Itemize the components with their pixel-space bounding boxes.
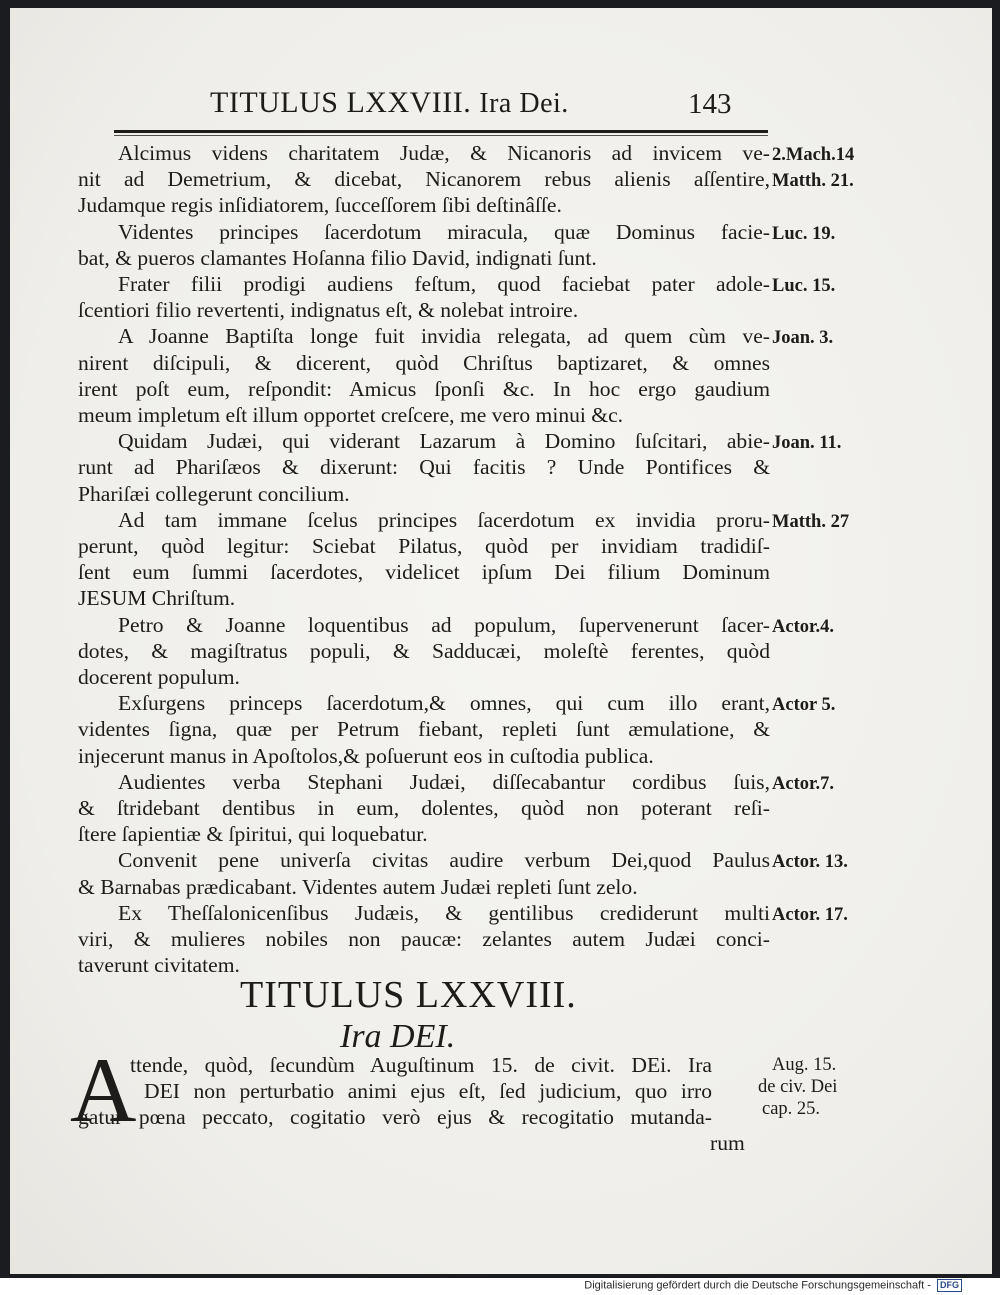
footer xyxy=(584,1279,962,1292)
margin-note: Actor 5. xyxy=(772,695,836,716)
text-line: Judamque regis inſidiatorem, ſucceſſorem ſibi deſtinâſſe. xyxy=(78,193,562,218)
running-head-title xyxy=(210,86,569,120)
drop-cap: A xyxy=(70,1039,137,1141)
text-line: taverunt civitatem. xyxy=(78,953,240,978)
section-text-line: ttende, quòd, ſecundùm Auguſtinum 15. de civit. DEi. Ira xyxy=(130,1053,712,1077)
text-line: Alcimus videns charitatem Judæ, & Nicanoris ad invicem ve- xyxy=(118,141,770,165)
text-line: nirent diſcipuli, & dicerent, quòd Chriſtus baptizaret, & omnes xyxy=(78,350,770,375)
margin-note: Joan. 3. xyxy=(772,328,834,349)
text-line: videntes ſigna, quæ per Petrum fiebant, repleti ſunt æmulatione, & xyxy=(78,717,770,742)
margin-note: Matth. 27 xyxy=(772,511,850,532)
footer-text: Digitalisierung gefördert durch die Deutsche Forschungsgemeinschaft - xyxy=(584,1279,931,1292)
section-text-line: rum xyxy=(710,1131,745,1155)
text-line: meum impletum eſt illum opportet creſcere, me vero minui &c. xyxy=(78,403,624,427)
head-rule-thin xyxy=(114,135,768,136)
text-line: Phariſæi collegerunt concilium. xyxy=(78,481,350,506)
section-text-line: gatur pœna peccato, cogitatio verò ejus & recogitatio mutanda- xyxy=(78,1105,712,1129)
text-line: injecerunt manus in Apoſtolos,& poſuerunt eos in cuſtodia publica. xyxy=(78,743,654,768)
text-line: Frater filii prodigi audiens feſtum, quod faciebat pater adole- xyxy=(118,272,770,296)
text-line: Ex Theſſalonicenſibus Judæis, & gentilibus crediderunt multi xyxy=(118,900,770,925)
margin-note: Actor.7. xyxy=(772,773,834,794)
text-line: A Joanne Baptiſta longe fuit invidia relegata, ad quem cùm ve- xyxy=(118,324,770,349)
text-line: Ad tam immane ſcelus principes ſacerdotum ex invidia proru- xyxy=(118,507,770,532)
margin-note: Actor. 17. xyxy=(772,904,848,925)
text-line: Videntes principes ſacerdotum miracula, quæ Dominus facie- xyxy=(118,219,770,244)
margin-note: Joan. 11. xyxy=(772,433,842,454)
text-line: dotes, & magiſtratus populi, & Sadducæi, moleſtè ferentes, quòd xyxy=(78,638,770,663)
text-line: Petro & Joanne loquentibus ad populum, ſupervenerunt ſacer- xyxy=(118,612,770,637)
text-line: nit ad Demetrium, & dicebat, Nicanorem rebus alienis aſſentire, xyxy=(78,167,770,192)
text-line: & ſtridebant dentibus in eum, dolentes, quòd non poterant reſi- xyxy=(78,796,770,820)
text-line: Convenit pene univerſa civitas audire verbum Dei,quod Paulus xyxy=(118,848,770,873)
margin-note: Matth. 21. xyxy=(772,171,854,192)
text-line: Exſurgens princeps ſacerdotum,& omnes, qui cum illo erant, xyxy=(118,691,770,716)
section-margin-note: de civ. Dei xyxy=(758,1077,838,1097)
text-line: bat, & pueros clamantes Hoſanna filio David, indignati ſunt. xyxy=(78,245,597,270)
margin-note: Actor. 13. xyxy=(772,852,848,873)
text-line: Quidam Judæi, qui viderant Lazarum à Domino ſuſcitari, abie- xyxy=(118,429,770,454)
section-margin-note: Aug. 15. xyxy=(772,1055,837,1075)
section-margin-note: cap. 25. xyxy=(762,1099,821,1119)
margin-note: Luc. 19. xyxy=(772,223,836,244)
text-line: runt ad Phariſæos & dixerunt: Qui facitis ? Unde Pontifices & xyxy=(78,455,770,480)
head-rule xyxy=(114,130,768,133)
book-page xyxy=(10,8,992,1274)
text-line: Audientes verba Stephani Judæi, diſſecabantur cordibus ſuis, xyxy=(118,769,770,794)
text-line: perunt, quòd legitur: Sciebat Pilatus, quòd per invidiam tradidiſ- xyxy=(78,534,770,558)
text-line: ſent eum ſummi ſacerdotes, videlicet ipſum Dei filium Dominum xyxy=(78,560,770,585)
text-line: docerent populum. xyxy=(78,665,240,689)
running-head xyxy=(210,86,770,126)
section-title: TITULUS LXXVIII. xyxy=(240,974,577,1016)
section-subtitle: Ira DEI. xyxy=(340,1018,456,1055)
margin-note: 2.Mach.14 xyxy=(772,145,855,165)
running-head-subtitle: Ira Dei. xyxy=(479,88,569,119)
page-number: 143 xyxy=(688,88,732,120)
text-line: irent poſt eum, reſpondit: Amicus ſponſi &c. In hoc ergo gaudium xyxy=(78,376,770,401)
text-line: viri, & mulieres nobiles non paucæ: zelantes autem Judæi conci- xyxy=(78,927,770,951)
dfg-logo: DFG xyxy=(937,1279,962,1292)
text-line: JESUM Chriſtum. xyxy=(78,586,236,611)
margin-note: Actor.4. xyxy=(772,616,834,637)
text-line: ſtere ſapientiæ & ſpiritui, qui loquebatur. xyxy=(78,822,428,847)
text-line: ſcentiori filio revertenti, indignatus eſt, & nolebat introire. xyxy=(78,298,579,323)
section-text-line: DEI non perturbatio animi ejus eſt, ſed judicium, quo irro xyxy=(144,1079,712,1103)
text-line: & Barnabas prædicabant. Videntes autem Judæi repleti ſunt zelo. xyxy=(78,874,638,899)
margin-note: Luc. 15. xyxy=(772,276,836,296)
running-head-title-text: TITULUS LXXVIII. xyxy=(210,86,472,119)
